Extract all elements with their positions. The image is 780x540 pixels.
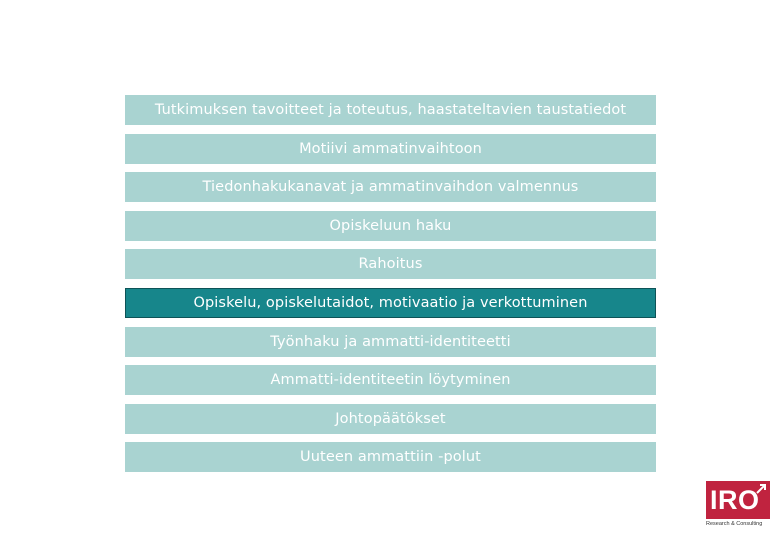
agenda-item[interactable]: Tutkimuksen tavoitteet ja toteutus, haastateltavien taustatiedot <box>125 95 656 125</box>
agenda-item[interactable]: Johtopäätökset <box>125 404 656 434</box>
logo-box <box>706 481 770 519</box>
logo-subtitle: Research & Consulting <box>706 521 763 527</box>
agenda-item-active[interactable]: Opiskelu, opiskelutaidot, motivaatio ja verkottuminen <box>125 288 656 318</box>
agenda-item[interactable]: Uuteen ammattiin -polut <box>125 442 656 472</box>
agenda-item[interactable]: Tiedonhakukanavat ja ammatinvaihdon valmennus <box>125 172 656 202</box>
agenda-list <box>125 95 656 481</box>
agenda-item[interactable]: Rahoitus <box>125 249 656 279</box>
agenda-item[interactable]: Opiskeluun haku <box>125 211 656 241</box>
agenda-item[interactable]: Motiivi ammatinvaihtoon <box>125 134 656 164</box>
logo-text: IRO <box>710 485 760 515</box>
arrow-icon <box>755 483 767 495</box>
agenda-item[interactable]: Työnhaku ja ammatti-identiteetti <box>125 327 656 357</box>
iro-logo <box>706 481 770 533</box>
agenda-item[interactable]: Ammatti-identiteetin löytyminen <box>125 365 656 395</box>
